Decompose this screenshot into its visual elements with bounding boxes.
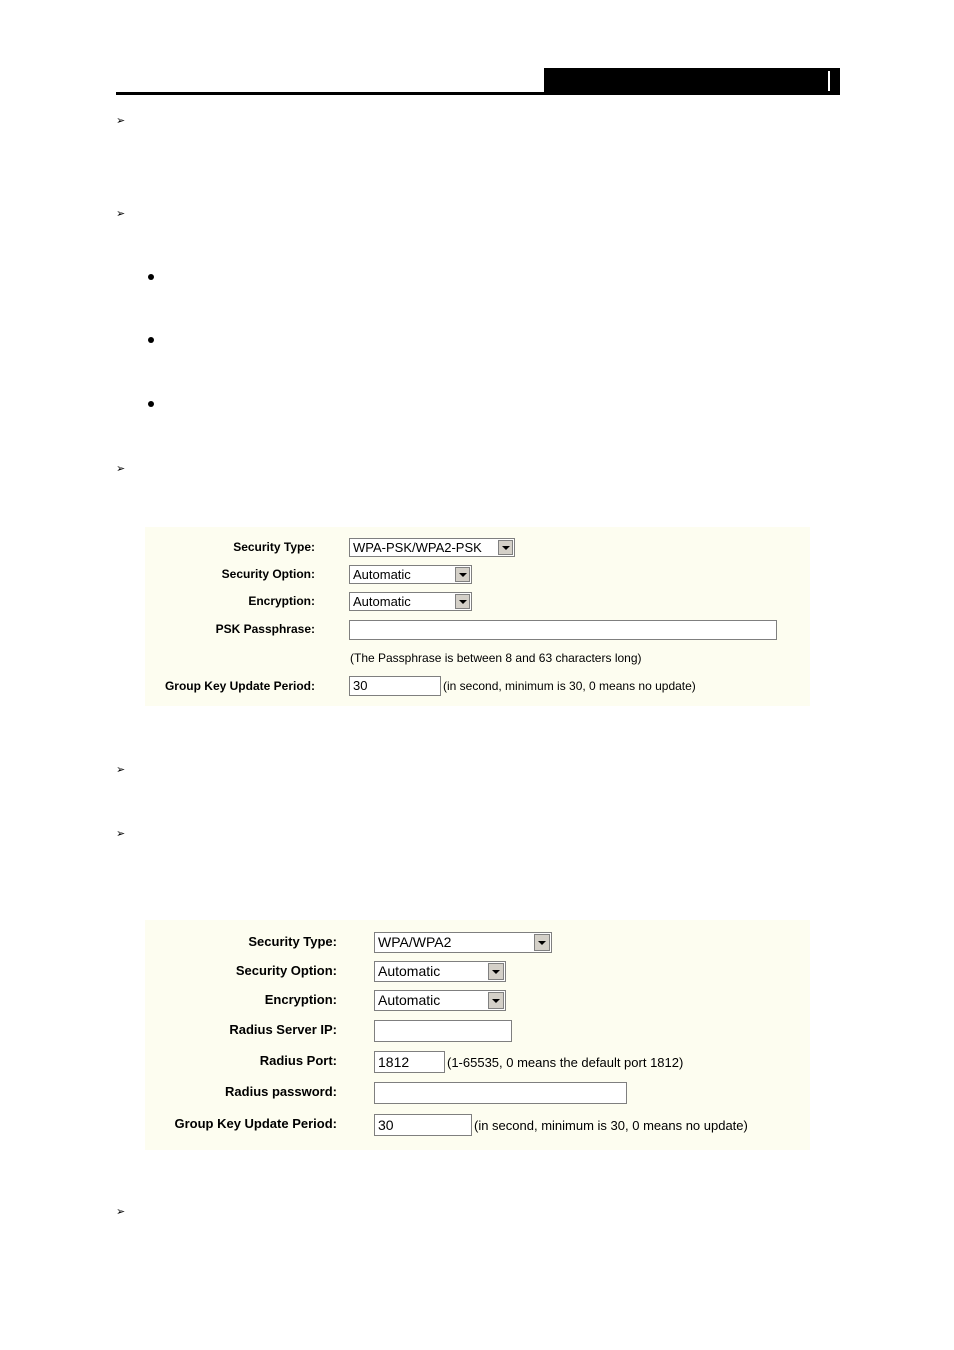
group-key-update-hint: (in second, minimum is 30, 0 means no update) <box>443 679 696 693</box>
security-option-label: Security Option: <box>221 567 315 581</box>
radius-port-input[interactable]: 1812 <box>374 1051 445 1073</box>
security-option-value: Automatic <box>353 567 411 582</box>
chevron-down-icon <box>534 934 550 951</box>
chevron-down-icon <box>488 963 504 980</box>
security-type-value: WPA-PSK/WPA2-PSK <box>353 540 482 555</box>
security-type-label: Security Type: <box>233 540 315 554</box>
radius-port-label: Radius Port: <box>259 1053 337 1068</box>
header-notch <box>828 71 830 91</box>
radius-password-input[interactable] <box>374 1082 627 1104</box>
arrow-bullet: ➢ <box>116 764 126 776</box>
group-key-update-hint: (in second, minimum is 30, 0 means no update) <box>474 1117 748 1133</box>
chevron-down-icon <box>455 594 470 609</box>
arrow-bullet: ➢ <box>116 463 126 475</box>
psk-passphrase-label: PSK Passphrase: <box>215 622 315 636</box>
psk-passphrase-hint: (The Passphrase is between 8 and 63 characters long) <box>350 651 642 665</box>
chevron-down-icon <box>498 540 513 555</box>
security-option-select[interactable] <box>374 961 506 982</box>
header-block <box>544 68 840 95</box>
encryption-value: Automatic <box>353 594 411 609</box>
security-option-label: Security Option: <box>235 963 337 978</box>
security-option-value: Automatic <box>378 963 441 979</box>
dot-bullet <box>148 401 154 407</box>
group-key-update-input[interactable]: 30 <box>374 1114 472 1136</box>
encryption-label: Encryption: <box>248 594 315 608</box>
security-type-label: Security Type: <box>248 934 337 949</box>
chevron-down-icon <box>455 567 470 582</box>
arrow-bullet: ➢ <box>116 828 126 840</box>
dot-bullet <box>148 274 154 280</box>
group-key-update-input[interactable]: 30 <box>349 676 441 696</box>
encryption-value: Automatic <box>378 992 441 1008</box>
radius-server-ip-input[interactable] <box>374 1020 512 1042</box>
chevron-down-icon <box>488 992 504 1009</box>
encryption-select[interactable] <box>349 592 472 611</box>
group-key-update-label: Group Key Update Period: <box>174 1116 337 1131</box>
security-type-select[interactable] <box>374 932 552 953</box>
group-key-update-label: Group Key Update Period: <box>164 679 315 693</box>
dot-bullet <box>148 337 154 343</box>
radius-password-label: Radius password: <box>225 1084 337 1099</box>
arrow-bullet: ➢ <box>116 208 126 220</box>
encryption-label: Encryption: <box>264 992 337 1007</box>
arrow-bullet: ➢ <box>116 1206 126 1218</box>
security-type-select[interactable] <box>349 538 515 557</box>
psk-passphrase-input[interactable] <box>349 620 777 640</box>
radius-server-ip-label: Radius Server IP: <box>229 1022 337 1037</box>
arrow-bullet: ➢ <box>116 115 126 127</box>
wpa-radius-settings-panel <box>145 920 810 1150</box>
wpa-psk-settings-panel <box>145 527 810 706</box>
security-type-value: WPA/WPA2 <box>378 934 452 950</box>
radius-port-hint: (1-65535, 0 means the default port 1812) <box>447 1054 684 1070</box>
security-option-select[interactable] <box>349 565 472 584</box>
encryption-select[interactable] <box>374 990 506 1011</box>
